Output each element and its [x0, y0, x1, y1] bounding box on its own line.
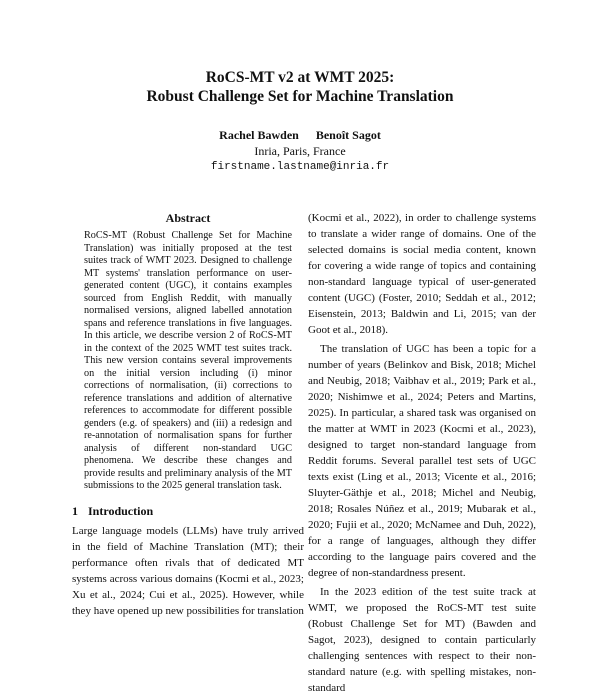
introduction-paragraph: Large language models (LLMs) have truly arrived in the field of Machine Translation (MT); their performance often rivals that of dedicated MT systems across various domains (Kocmi et al., 2023; Xu et al., 2024; Cui et al., 2025). However, while they have opened up new possibilities for translation — [72, 524, 304, 617]
affiliation: Inria, Paris, France — [254, 144, 346, 158]
left-column — [72, 210, 304, 619]
paragraph-2: The translation of UGC has been a topic for a number of years (Belinkov and Bisk, 2018; Michel and Neubig, 2018; Vaibhav et al., 2019; Park et al., 2020; Nishimwe et al., 2024; Peters and Martins, 2025). In particular, a shared task was organised on the matter at WMT in 2023 (Kocmi et al., 2023), designed to target non-standard language from Reddit forums. Several parallel test sets of UGC texts exist (Ling et al., 2013; Vicente et al., 2016; Sluyter-Gäthje et al., 2018; Michel and Neubig, 2018; Rosales Núñez et al., 2019; Mubarak et al., 2020; Fujii et al., 2020; McNamee and Duh, 2022), for a range of languages, although they differ according to the language pairs covered and the degree of non-standardness present. — [308, 343, 536, 579]
author-name-2: Benoît Sagot — [315, 128, 381, 142]
abstract-heading: Abstract — [165, 211, 211, 225]
author-names — [0, 127, 600, 143]
paragraph-3: In the 2023 edition of the test suite track at WMT, we proposed the RoCS-MT test suite (Robust Challenge Set for MT) (Bawden and Sagot, 2023), designed to contain particularly challenging sentences with respect to their non-standard nature (e.g. with spelling mistakes, non-standard — [308, 586, 536, 694]
section-number: 1 — [72, 503, 78, 518]
right-column — [308, 210, 536, 696]
author-email: firstname.lastname@inria.fr — [210, 161, 390, 173]
paper-title — [0, 68, 600, 106]
section-title: Introduction — [88, 503, 154, 518]
title-line-1: RoCS-MT v2 at WMT 2025: — [205, 69, 395, 86]
paragraph-1: (Kocmi et al., 2022), in order to challenge systems to translate a wider range of domains. One of the selected domains is social media content, known for covering a wide range of topics and containing non-standard language typical of user-generated content (UGC) (Foster, 2010; Seddah et al., 2012; Eisenstein, 2013; Baldwin and Li, 2015; van der Goot et al., 2018). — [308, 212, 536, 336]
section-heading-introduction — [72, 503, 304, 519]
abstract-text: RoCS-MT (Robust Challenge Set for Machine Translation) was initially proposed at the test suites track of WMT 2023. Designed to challenge MT systems' translation performance on user-generated content (UGC), it contains examples sourced from English Reddit, with manually normalised versions, aligned labelled annotation spans and reference translations in five languages. In this article, we describe version 2 of RoCS-MT in the context of the 2025 WMT test suites track. This new version contains several improvements on the initial version including (i) minor corrections of normalisation, (ii) corrections to reference translations and addition of alternative references to accommodate for different possible genders (e.g. of speakers) and (iii) a redesign and re-annotation of normalisation spans for further analysis of different non-standard UGC phenomena. We describe these changes and provide results and preliminary analysis of the MT submissions to the 2025 general translation task. — [84, 230, 292, 491]
author-name-1: Rachel Bawden — [219, 128, 299, 142]
title-line-2: Robust Challenge Set for Machine Translation — [146, 88, 454, 105]
author-block — [0, 127, 600, 175]
